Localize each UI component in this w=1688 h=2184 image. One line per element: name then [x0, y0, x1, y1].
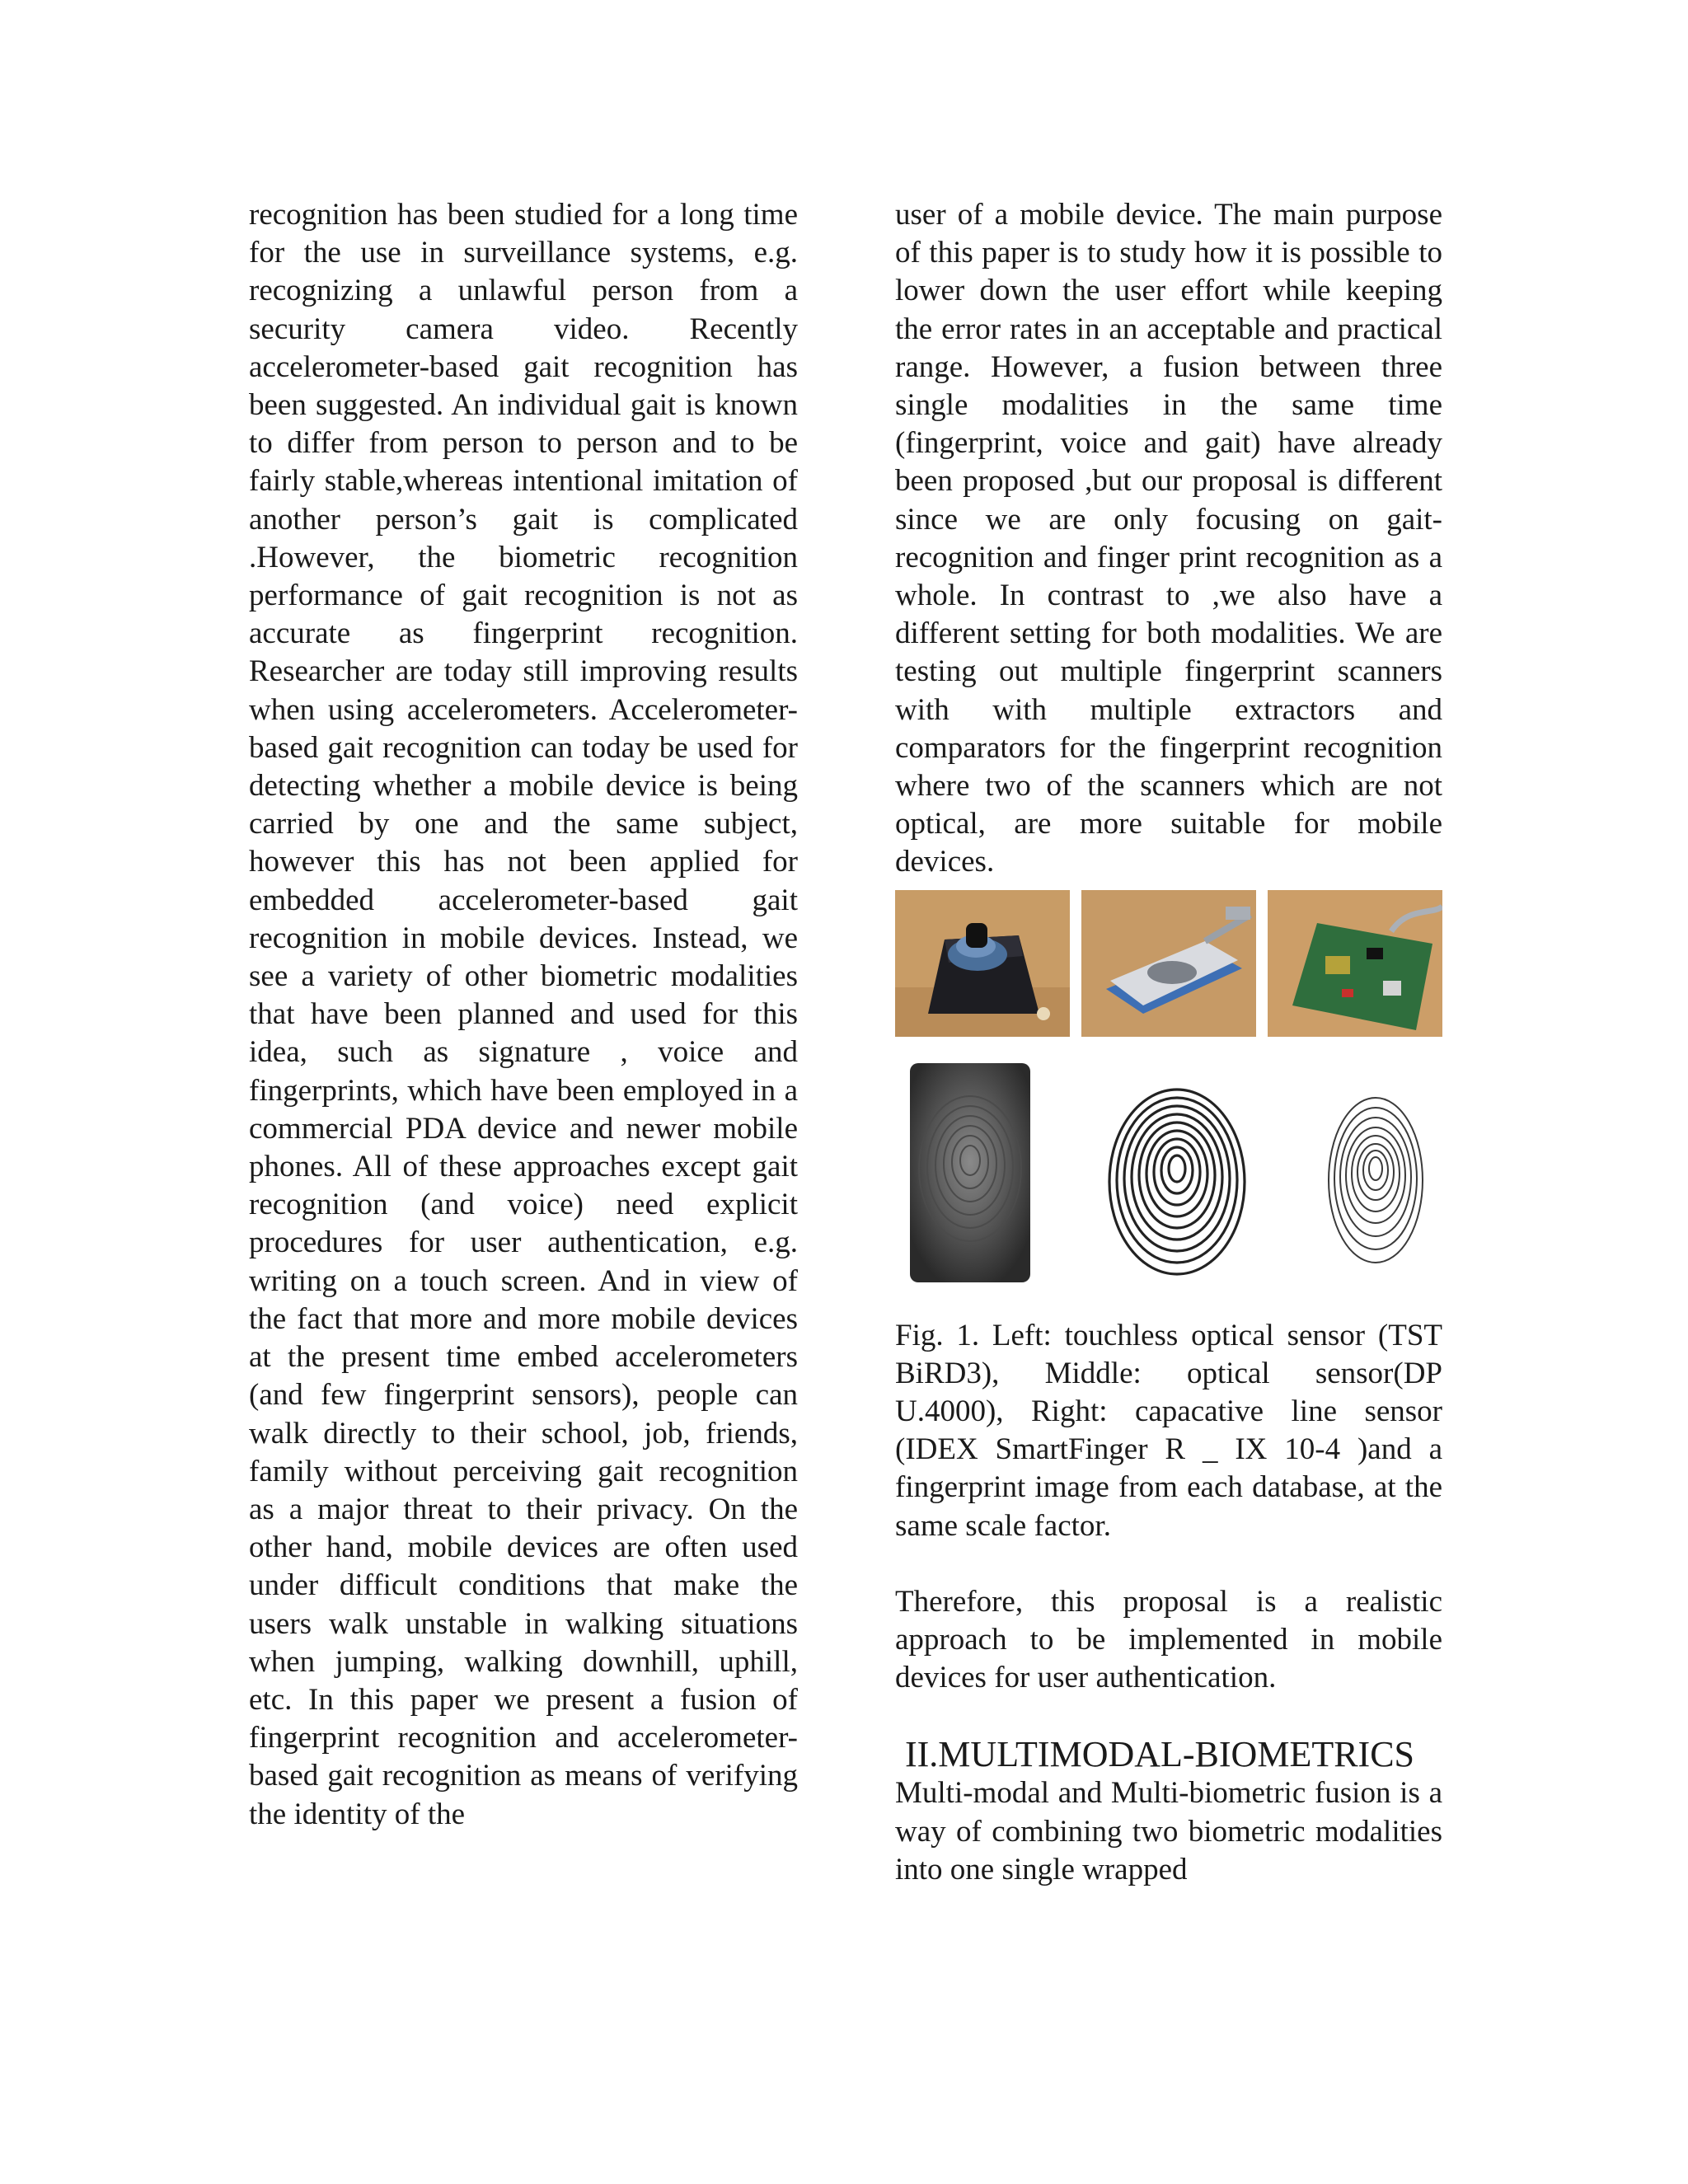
line-sensor-fingerprint-image — [1322, 1062, 1429, 1284]
intro-paragraph: user of a mobile device. The main purpose of this paper is to study how it is possible to lower down the user effort while keeping the error rates in an acceptable and practical range. However, a fusion between three single modalities in the same time (fingerprint, voice and gait) have already been proposed ,but our proposal is different since we are only focusing on gait-recognition and finger print recognition as a whole. In contrast to ,we also have a different setting for both modalities. We are testing out multiple fingerprint scanners with with multiple extractors and comparators for the fingerprint recognition where two of the scanners which are not optical, are more suitable for mobile devices. — [895, 198, 1442, 879]
body-paragraph: recognition has been studied for a long time for the use in surveillance systems, e.g. recognizing a unlawful person from a security camera video. Recently accelerometer-based gait recognition has been suggested. An individual gait is known to differ from person to person and to be fairly stable,whereas intentional imitation of another person’s gait is complicated .However, the biometric recognition performance of gait recognition is not as accurate as fingerprint recognition. Researcher are today still improving results when using accelerometers. Accelerometer-based gait recognition can today be used for detecting whether a mobile device is being carried by one and the same subject, however this has not been applied for embedded accelerometer-based gait recognition in mobile devices. Instead, we see a variety of other biometric modalities that have been planned and used for this idea, such as signature , voice and fingerprints, which have been employed in a commercial PDA device and newer mobile phones. All of these approaches except gait recognition (and voice) need explicit procedures for user authentication, e.g. writing on a touch screen. And in view of the fact that more and more mobile devices at the present time embed accelerometers (and few fingerprint sensors), people can walk directly to their school, job, friends, family without perceiving gait recognition as a major threat to their privacy. On the other hand, mobile devices are often used under difficult conditions that make the users walk unstable in walking situations when jumping, walking downhill, uphill, etc. In this paper we present a fusion of fingerprint recognition and accelerometer-based gait recognition as means of verifying the identity of the — [249, 198, 798, 1831]
sensor-photo-row — [895, 890, 1442, 1037]
optical-fingerprint-image — [1099, 1062, 1255, 1284]
section-heading: II.MULTIMODAL-BIOMETRICS — [905, 1734, 1415, 1775]
line-sensor-photo — [1268, 890, 1442, 1037]
left-column — [249, 196, 798, 1834]
section-paragraph: Multi-modal and Multi-biometric fusion is a way of combining two biometric modalities into one single wrapped — [895, 1776, 1442, 1886]
touchless-fingerprint-image — [908, 1062, 1032, 1284]
fingerprint-row — [895, 1062, 1442, 1284]
conclusion-paragraph: Therefore, this proposal is a realistic approach to be implemented in mobile devices for user authentication. — [895, 1584, 1442, 1695]
right-column — [895, 196, 1442, 1889]
optical-sensor-photo — [1081, 890, 1256, 1037]
touchless-optical-sensor-photo — [895, 890, 1070, 1037]
figure-1 — [895, 890, 1442, 1284]
figure-caption: Fig. 1. Left: touchless optical sensor (TST BiRD3), Middle: optical sensor(DP U.4000), Right: capacative line sensor (IDEX SmartFinger R _ IX 10-4 )and a fingerprint image from each database, at the same scale factor. — [895, 1318, 1442, 1543]
